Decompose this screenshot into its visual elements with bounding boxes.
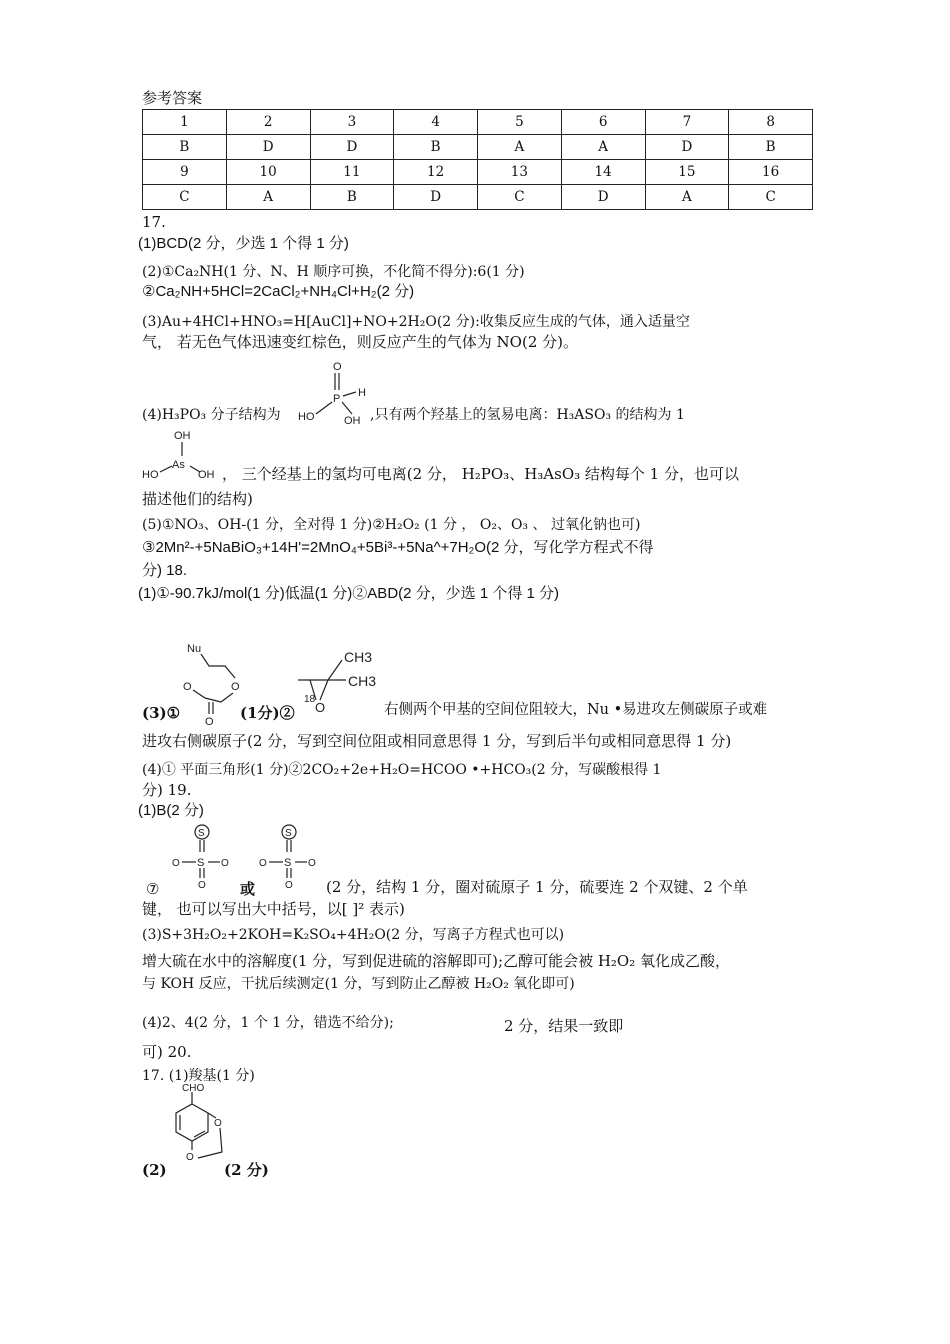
q20-1: 17. (1)羧基(1 分) bbox=[142, 1068, 255, 1084]
h3po3-structure bbox=[298, 358, 370, 426]
atom-label: HO bbox=[298, 411, 315, 423]
q18-3-text: 右侧两个甲基的空间位阻较大，Nu •易进攻左侧碳原子或难 bbox=[384, 702, 768, 718]
atom-label: S bbox=[197, 857, 205, 869]
table-cell: 14 bbox=[561, 160, 645, 185]
atom-label: OH bbox=[344, 415, 361, 427]
table-cell: D bbox=[561, 185, 645, 210]
atom-label: CH3 bbox=[348, 673, 377, 689]
atom-label: CHO bbox=[182, 1083, 205, 1094]
table-cell: B bbox=[310, 185, 394, 210]
q19-4a: (4)2、4(2 分，1 个 1 分，错选不给分); bbox=[142, 1015, 394, 1031]
atom-label: O bbox=[186, 1152, 194, 1163]
atom-label: O bbox=[231, 681, 240, 693]
table-cell: A bbox=[226, 185, 310, 210]
table-cell: B bbox=[729, 135, 813, 160]
table-cell: 9 bbox=[143, 160, 227, 185]
atom-label: O bbox=[308, 858, 316, 869]
q19-3b: 增大硫在水中的溶解度(1 分，写到促进硫的溶解即可);乙醇可能会被 H₂O₂ 氧化成乙酸， bbox=[142, 952, 731, 970]
table-cell: 3 bbox=[310, 110, 394, 135]
atom-label: O bbox=[205, 716, 214, 728]
table-cell: 15 bbox=[645, 160, 729, 185]
q19-label: 分) 19. bbox=[142, 781, 192, 799]
q17-1: (1)BCD(2 分，少选 1 个得 1 分) bbox=[138, 235, 349, 252]
q17-5b: ③2Mn²-+5NaBiO₃+14H'=2MnO₄+5Bi³-+5Na^+7H₂O(2 分，写化学方程式不得 bbox=[142, 539, 654, 556]
table-cell: C bbox=[729, 185, 813, 210]
page-title: 参考答案 bbox=[142, 89, 203, 107]
table-cell: A bbox=[645, 185, 729, 210]
table-cell: 16 bbox=[729, 160, 813, 185]
q19-2-label: ⑦ bbox=[146, 880, 160, 898]
table-row bbox=[143, 160, 813, 185]
atom-label: HO bbox=[142, 469, 159, 481]
table-cell: 7 bbox=[645, 110, 729, 135]
table-cell: 8 bbox=[729, 110, 813, 135]
atom-label: OH bbox=[198, 469, 215, 481]
q17-4a: (4)H₃PO₃ 分子结构为 bbox=[142, 407, 281, 423]
table-cell: A bbox=[478, 135, 562, 160]
table-cell: D bbox=[645, 135, 729, 160]
table-cell: 2 bbox=[226, 110, 310, 135]
q18-3-score: (1分)② bbox=[240, 704, 295, 722]
q17-2a: (2)①Ca₂NH(1 分、N、H 顺序可换，不化简不得分):6(1 分) bbox=[142, 264, 525, 280]
atom-label: O bbox=[198, 880, 206, 891]
table-cell: 6 bbox=[561, 110, 645, 135]
table-cell: 4 bbox=[394, 110, 478, 135]
atom-label: 18 bbox=[304, 694, 316, 705]
table-cell: A bbox=[561, 135, 645, 160]
q20-label: 可) 20. bbox=[142, 1043, 192, 1061]
table-cell: 13 bbox=[478, 160, 562, 185]
q17-4d: 描述他们的结构) bbox=[142, 490, 253, 508]
atom-label: S bbox=[198, 828, 205, 839]
q18-3-label: (3)① bbox=[142, 704, 181, 722]
q17-3b: 气， 若无色气体迅速变红棕色，则反应产生的气体为 NO(2 分)。 bbox=[142, 333, 578, 351]
answer-table bbox=[142, 109, 813, 210]
q17-label: 17. bbox=[142, 213, 166, 231]
q18-4: (4)① 平面三角形(1 分)②2CO₂+2e+H₂O=HCOO •+HCO₃(2 分，写碳酸根得 1 bbox=[142, 762, 662, 778]
q20-2-label: (2) bbox=[142, 1161, 167, 1179]
q19-2-text: (2 分，结构 1 分，圈对硫原子 1 分，硫要连 2 个双键、2 个单 bbox=[326, 878, 748, 896]
atom-label: O bbox=[333, 361, 342, 373]
atom-label: O bbox=[315, 700, 326, 715]
atom-label: P bbox=[333, 393, 341, 405]
atom-label: S bbox=[284, 857, 292, 869]
table-cell: 1 bbox=[143, 110, 227, 135]
atom-label: O bbox=[259, 858, 267, 869]
q19-2-cont: 键， 也可以写出大中括号，以[ ]² 表示) bbox=[142, 900, 405, 918]
table-row bbox=[143, 135, 813, 160]
h3aso3-structure bbox=[142, 428, 222, 480]
atom-label: Nu bbox=[187, 643, 202, 655]
table-cell: D bbox=[310, 135, 394, 160]
q19-3a: (3)S+3H₂O₂+2KOH=K₂SO₄+4H₂O(2 分，写离子方程式也可以) bbox=[142, 927, 565, 943]
table-cell: D bbox=[226, 135, 310, 160]
q18-3-cont: 进攻右侧碳原子(2 分，写到空间位阻或相同意思得 1 分，写到后半句或相同意思得 1 分) bbox=[142, 732, 732, 750]
q19-2-or: 或 bbox=[240, 880, 256, 898]
atom-label: CH3 bbox=[344, 649, 373, 665]
epoxide-structure bbox=[298, 646, 388, 716]
atom-label: O bbox=[214, 1118, 222, 1129]
q17-4c: ， 三个经基上的氢均可电离(2 分， H₂PO₃、H₃AsO₃ 结构每个 1 分，也可以 bbox=[222, 465, 739, 483]
table-cell: 12 bbox=[394, 160, 478, 185]
atom-label: S bbox=[285, 828, 292, 839]
atom-label: H bbox=[358, 387, 366, 399]
table-row bbox=[143, 185, 813, 210]
table-cell: C bbox=[143, 185, 227, 210]
atom-label: O bbox=[221, 858, 229, 869]
atom-label: O bbox=[183, 681, 192, 693]
table-cell: C bbox=[478, 185, 562, 210]
table-row bbox=[143, 110, 813, 135]
atom-label: O bbox=[172, 858, 180, 869]
table-cell: 11 bbox=[310, 160, 394, 185]
q17-4b: ,只有两个羟基上的氢易电离：H₃ASO₃ 的结构为 1 bbox=[370, 407, 685, 423]
table-cell: 10 bbox=[226, 160, 310, 185]
q17-2b: ②Ca₂NH+5HCl=2CaCl₂+NH₄Cl+H₂(2 分) bbox=[142, 283, 415, 300]
atom-label: OH bbox=[174, 430, 191, 442]
atom-label: As bbox=[172, 459, 185, 471]
q19-1: (1)B(2 分) bbox=[138, 802, 204, 819]
q17-3a: (3)Au+4HCl+HNO₃=H[AuCl]+NO+2H₂O(2 分):收集反应生成的气体，通入适量空 bbox=[142, 314, 690, 330]
q17-5a: (5)①NO₃、OH-(1 分，全对得 1 分)②H₂O₂ (1 分 ， O₂、O₃ 、 过氧化钠也可) bbox=[142, 517, 641, 533]
q19-3c: 与 KOH 反应，干扰后续测定(1 分，写到防止乙醇被 H₂O₂ 氧化即可) bbox=[142, 976, 575, 992]
cyclic-carbonate-structure bbox=[165, 638, 245, 728]
q19-4b: 2 分，结果一致即 bbox=[504, 1017, 624, 1035]
q18-1: (1)①-90.7kJ/mol(1 分)低温(1 分)②ABD(2 分，少选 1 个得 1 分) bbox=[138, 585, 560, 602]
q18-label: 分) 18. bbox=[142, 562, 188, 579]
table-cell: 5 bbox=[478, 110, 562, 135]
atom-label: O bbox=[285, 880, 293, 891]
table-cell: B bbox=[394, 135, 478, 160]
q20-2-score: (2 分) bbox=[224, 1161, 269, 1179]
table-cell: D bbox=[394, 185, 478, 210]
thiosulfate-structure-1 bbox=[168, 822, 234, 892]
table-cell: B bbox=[143, 135, 227, 160]
thiosulfate-structure-2 bbox=[255, 822, 325, 892]
